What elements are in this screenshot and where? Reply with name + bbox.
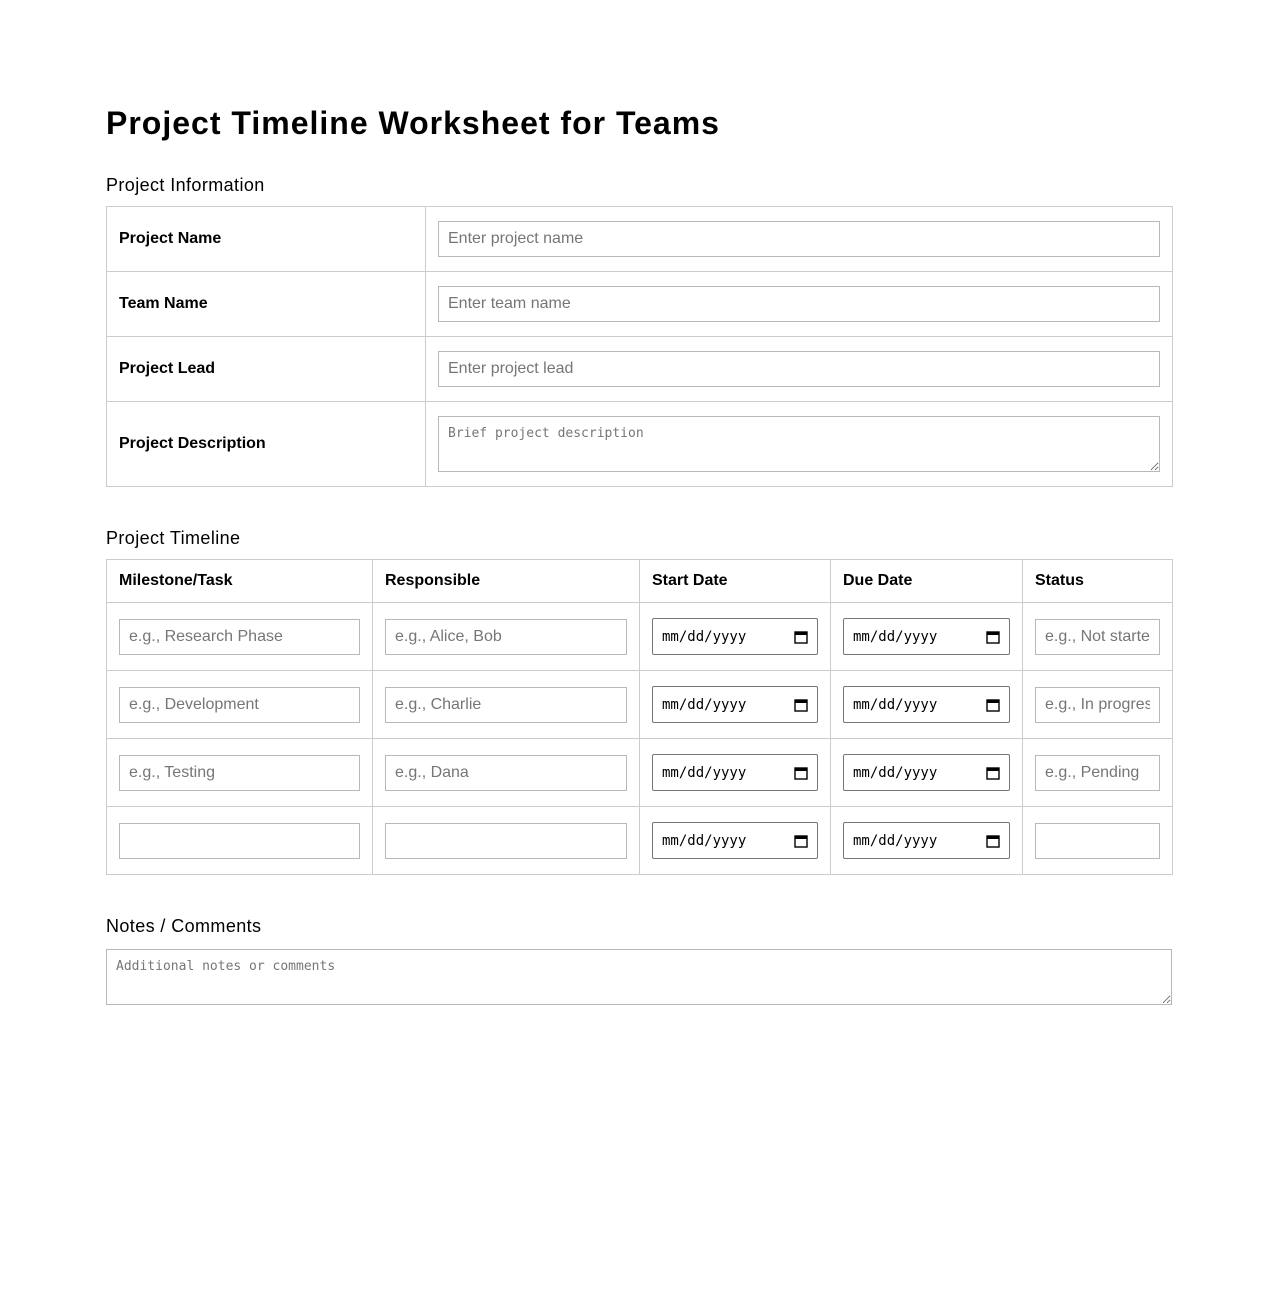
project-timeline-table	[106, 559, 1173, 875]
table-row	[107, 671, 1173, 739]
project-information-table	[106, 206, 1173, 487]
calendar-icon[interactable]	[986, 630, 1000, 644]
column-header-due-date: Due Date	[831, 560, 1023, 603]
project-timeline-heading: Project Timeline	[106, 528, 241, 548]
date-placeholder: mm/dd/yyyy	[662, 696, 747, 713]
project-lead-row	[107, 337, 1173, 402]
calendar-icon[interactable]	[794, 834, 808, 848]
status-input[interactable]	[1035, 687, 1160, 723]
calendar-icon[interactable]	[986, 834, 1000, 848]
column-header-start-date: Start Date	[640, 560, 831, 603]
project-name-cell	[426, 207, 1173, 272]
column-header-milestone: Milestone/Task	[107, 560, 373, 603]
milestone-input[interactable]	[119, 823, 360, 859]
project-name-row	[107, 207, 1173, 272]
notes-textarea[interactable]	[106, 949, 1172, 1005]
date-placeholder: mm/dd/yyyy	[853, 764, 938, 781]
calendar-icon[interactable]	[794, 630, 808, 644]
due-date-input[interactable]	[843, 822, 1010, 859]
page-title: Project Timeline Worksheet for Teams	[106, 105, 720, 141]
start-date-input[interactable]	[652, 822, 818, 859]
due-date-input[interactable]	[843, 754, 1010, 791]
timeline-header-row	[107, 560, 1173, 603]
due-date-input[interactable]	[843, 618, 1010, 655]
team-name-label: Team Name	[107, 272, 426, 337]
start-date-input[interactable]	[652, 686, 818, 723]
responsible-input[interactable]	[385, 823, 627, 859]
calendar-icon[interactable]	[986, 766, 1000, 780]
project-description-cell	[426, 402, 1173, 487]
project-lead-cell	[426, 337, 1173, 402]
table-row	[107, 739, 1173, 807]
due-date-input[interactable]	[843, 686, 1010, 723]
calendar-icon[interactable]	[986, 698, 1000, 712]
date-placeholder: mm/dd/yyyy	[662, 832, 747, 849]
milestone-input[interactable]	[119, 619, 360, 655]
project-information-heading: Project Information	[106, 175, 265, 195]
milestone-input[interactable]	[119, 687, 360, 723]
project-description-row	[107, 402, 1173, 487]
responsible-input[interactable]	[385, 755, 627, 791]
table-row	[107, 807, 1173, 875]
start-date-input[interactable]	[652, 618, 818, 655]
calendar-icon[interactable]	[794, 766, 808, 780]
date-placeholder: mm/dd/yyyy	[853, 832, 938, 849]
status-input[interactable]	[1035, 619, 1160, 655]
table-row	[107, 603, 1173, 671]
project-description-textarea[interactable]	[438, 416, 1160, 472]
project-lead-input[interactable]	[438, 351, 1160, 387]
team-name-cell	[426, 272, 1173, 337]
notes-heading: Notes / Comments	[106, 916, 262, 936]
date-placeholder: mm/dd/yyyy	[853, 696, 938, 713]
date-placeholder: mm/dd/yyyy	[853, 628, 938, 645]
team-name-row	[107, 272, 1173, 337]
date-placeholder: mm/dd/yyyy	[662, 764, 747, 781]
status-input[interactable]	[1035, 755, 1160, 791]
calendar-icon[interactable]	[794, 698, 808, 712]
responsible-input[interactable]	[385, 619, 627, 655]
column-header-status: Status	[1023, 560, 1173, 603]
date-placeholder: mm/dd/yyyy	[662, 628, 747, 645]
project-lead-label: Project Lead	[107, 337, 426, 402]
column-header-responsible: Responsible	[373, 560, 640, 603]
status-input[interactable]	[1035, 823, 1160, 859]
team-name-input[interactable]	[438, 286, 1160, 322]
project-description-label: Project Description	[107, 402, 426, 487]
responsible-input[interactable]	[385, 687, 627, 723]
project-name-input[interactable]	[438, 221, 1160, 257]
start-date-input[interactable]	[652, 754, 818, 791]
project-name-label: Project Name	[107, 207, 426, 272]
milestone-input[interactable]	[119, 755, 360, 791]
